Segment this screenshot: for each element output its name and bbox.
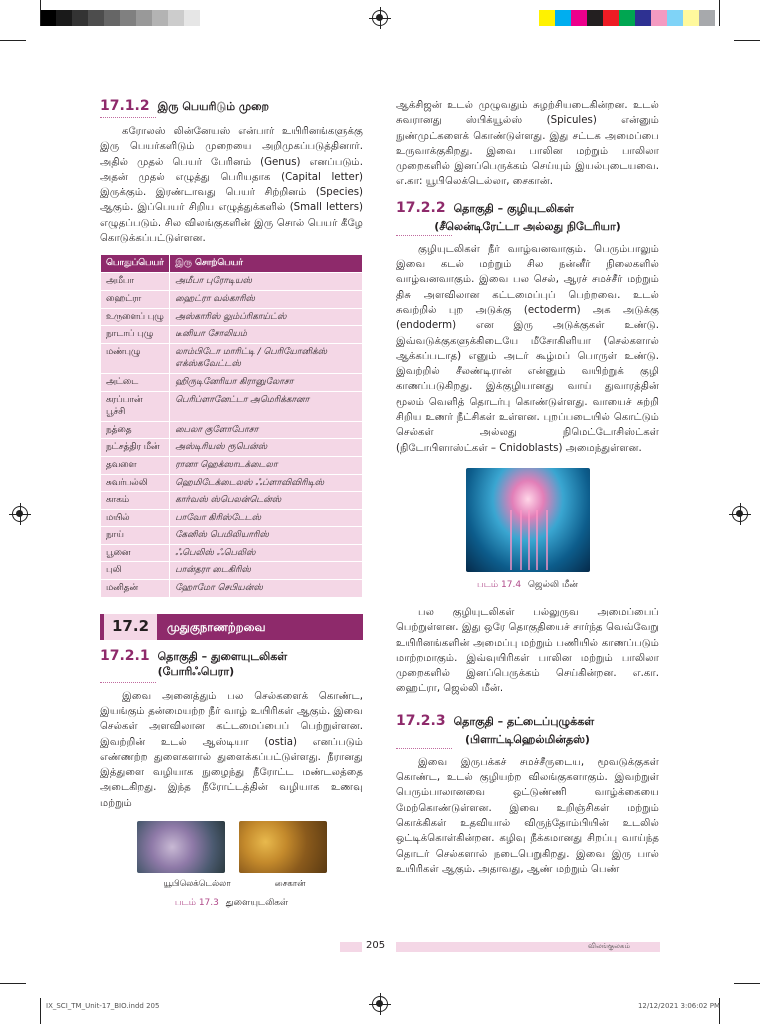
grayscale-color-bar bbox=[40, 10, 216, 26]
color-swatch bbox=[88, 10, 104, 26]
banner-title: முதுகுநாணற்றவை bbox=[157, 614, 363, 640]
binomial-names-table bbox=[100, 254, 363, 597]
registration-mark-left-icon bbox=[12, 506, 28, 522]
table-row bbox=[101, 290, 363, 308]
table-header-binomial-name: இரு சொற்பெயர் bbox=[170, 255, 363, 273]
section-title: தொகுதி – தட்டைப்புழுக்கள் bbox=[453, 714, 595, 728]
table-row bbox=[101, 308, 363, 326]
right-column bbox=[396, 98, 659, 877]
table-row bbox=[101, 492, 363, 510]
section-number: 17.2.3 bbox=[396, 712, 446, 729]
euplectella-caption: யூபிலெக்டெல்லா bbox=[163, 879, 231, 890]
color-swatch bbox=[539, 10, 555, 26]
heading-underline bbox=[396, 748, 452, 749]
figure-label: படம் 17.3 bbox=[174, 898, 219, 909]
section-banner-17-2 bbox=[100, 614, 363, 640]
jellyfish-image bbox=[466, 468, 590, 572]
color-swatch bbox=[619, 10, 635, 26]
paragraph-coelenterata: குழியுடலிகள் நீர் வாழ்வனவாகும். பெரும்பாலும் இவை கடல் மற்றும் சில நன்னீர் நிலைகளில் வாழ்வனவாகும். இவை பல செல், ஆரச் சமச்சீர் மற்றும் திசு அளவிலான கட்டமைப்புப் பெற்றவை. உடல் சுவற்றில் புற அடுக்கு (ectoderm) அக அடுக்கு (endoderm) என இரு அடுக்குகள் உண்டு. இவ்வடுக்குகளுக்கிடையே மீசோகிளியா (செல்களால் ஆக்கப்படாத) எனும் அடர் கூழ்மப் பொருள் உண்டு. இவற்றில் சீலண்டிரான் என்னும் வயிற்றுக் குழி காணப்படுகிறது. இக்குழியானது வாய் துவாரத்தின் மூலம் வெளித் தொடர்பு கொண்டுள்ளது. வாயைச் சுற்றி சிறிய உணர் நீட்சிகள் உள்ளன. புறப்படையில் கொட்டும் செல்கள் அல்லது நிமெட்டோசிஸ்ட்கள் (நிடோபிளாஸ்ட்கள் – Cnidoblasts) அமைந்துள்ளன. bbox=[396, 243, 659, 454]
color-swatch bbox=[168, 10, 184, 26]
table-row bbox=[101, 373, 363, 391]
common-name-cell: நட்சத்திர மீன் bbox=[101, 439, 170, 457]
table-row bbox=[101, 391, 363, 421]
common-name-cell: நாய் bbox=[101, 527, 170, 545]
table-row bbox=[101, 509, 363, 527]
table-row bbox=[101, 456, 363, 474]
table-row bbox=[101, 326, 363, 344]
section-heading-17-2-2 bbox=[396, 200, 659, 217]
left-column bbox=[100, 98, 363, 909]
heading-underline bbox=[396, 235, 452, 236]
binomial-name-cell: பைலா குளோபோசா bbox=[170, 421, 363, 439]
heading-underline bbox=[100, 117, 156, 118]
color-swatch bbox=[200, 10, 216, 26]
common-name-cell: மண்புழு bbox=[101, 343, 170, 373]
color-swatch bbox=[683, 10, 699, 26]
section-number: 17.2.2 bbox=[396, 199, 446, 216]
color-swatch bbox=[120, 10, 136, 26]
crop-mark bbox=[734, 983, 760, 984]
binomial-name-cell: ஹிருடினேரியா கிரானுலோசா bbox=[170, 373, 363, 391]
paragraph-polymorphism: பல குழியுடலிகள் பல்லுருவ அமைப்பைப் பெற்றுள்ளன. இது ஒரே தொகுதியைச் சார்ந்த வெவ்வேறு உயிரினங்களின் அமைப்பு மற்றும் பணியில் காணப்படும் மாற்றமாகும். இவ்வுயிரிகள் பாலின மற்றும் பாலிலா முறைகளில் இனப்பெருக்கம் செய்கின்றன. எ.கா. ஹைட்ரா, ஜெல்லி மீன். bbox=[396, 606, 659, 695]
table-row bbox=[101, 562, 363, 580]
section-title: தொகுதி – குழியுடலிகள் bbox=[453, 201, 574, 215]
color-swatch bbox=[667, 10, 683, 26]
table-row bbox=[101, 343, 363, 373]
crop-mark bbox=[0, 40, 26, 41]
paragraph-binomial: கரோலஸ் லின்னேயஸ் என்பார் உயிரினங்களுக்கு இரு பெயர்களிடும் முறையை அறிமுகப்படுத்தினார். அதில் முதல் பெயர் பேரினம் (Genus) எனப்படும். அதன் முதல் எழுத்து பெரியதாக (Capital letter) இருக்கும். இரண்டாவது பெயர் சிற்றினம் (Species) ஆகும். இப்பெயர் சிறிய எழுத்துக்களில் (Small letters) எழுதப்படும். சில விலங்குகளின் இரு சொல் பெயர் கீழே கொடுக்கப்பட்டுள்ளன. bbox=[100, 126, 363, 245]
binomial-name-cell: அஸ்டிரியஸ் ரூபென்ஸ் bbox=[170, 439, 363, 457]
common-name-cell: மயில் bbox=[101, 509, 170, 527]
date-slug: 12/12/2021 3:06:02 PM bbox=[637, 1002, 720, 1010]
color-swatch bbox=[699, 10, 715, 26]
common-name-cell: ஹைட்ரா bbox=[101, 290, 170, 308]
sponge-figures bbox=[100, 821, 363, 873]
section-number: 17.2.1 bbox=[100, 647, 150, 664]
binomial-name-cell: கேனிஸ் பெமிலியாரிஸ் bbox=[170, 527, 363, 545]
section-heading-17-2-3 bbox=[396, 713, 659, 730]
paragraph-porifera: இவை அனைத்தும் பல செல்களைக் கொண்ட, இயங்கும் தன்மையற்ற நீர் வாழ் உயிரிகள் ஆகும். இவை செல்கள் அளவிலான கட்டமைப்பைப் பெற்றுள்ளன. இவற்றின் உடல் ஆஸ்டியா (ostia) எனப்படும் எண்ணற்ற துளைகளால் துளைக்கப்பட்டுள்ளது. நீரானது இத்துளை வழியாக நுழைந்து நீரோட்ட மண்டலத்தை அடைகிறது. இந்த நீரோட்டத்தின் வழியாக உணவு மற்றும் bbox=[100, 690, 363, 809]
common-name-cell: புலி bbox=[101, 562, 170, 580]
euplectella-image bbox=[137, 821, 225, 873]
process-color-bar bbox=[539, 10, 715, 26]
figure-caption-17-4 bbox=[396, 580, 659, 591]
section-number: 17.1.2 bbox=[100, 98, 150, 114]
common-name-cell: அட்டை bbox=[101, 373, 170, 391]
section-subtitle: (சீலென்டிரேட்டா அல்லது நிடேரியா) bbox=[434, 219, 621, 233]
crop-mark bbox=[0, 983, 26, 984]
table-row bbox=[101, 421, 363, 439]
section-title: இரு பெயரிடும் முறை bbox=[157, 100, 270, 113]
binomial-name-cell: ஃபெலிஸ் ஃபெலிஸ் bbox=[170, 544, 363, 562]
color-swatch bbox=[152, 10, 168, 26]
table-row bbox=[101, 544, 363, 562]
section-subtitle: (பிளாட்டிஹெல்மின்தஸ்) bbox=[465, 732, 590, 746]
common-name-cell: தவளை bbox=[101, 456, 170, 474]
common-name-cell: நாடாப் புழு bbox=[101, 326, 170, 344]
sycon-caption: சைகான் bbox=[274, 879, 306, 890]
color-swatch bbox=[635, 10, 651, 26]
common-name-cell: உருளைப் புழு bbox=[101, 308, 170, 326]
color-swatch bbox=[184, 10, 200, 26]
binomial-name-cell: அஸ்காரிஸ் லும்ப்ரிகாய்ட்ஸ் bbox=[170, 308, 363, 326]
crop-mark bbox=[40, 998, 41, 1024]
crop-mark bbox=[719, 0, 720, 26]
color-swatch bbox=[555, 10, 571, 26]
color-swatch bbox=[651, 10, 667, 26]
table-header-row bbox=[101, 255, 363, 273]
heading-underline bbox=[100, 682, 156, 683]
registration-mark-right-icon bbox=[732, 506, 748, 522]
binomial-name-cell: ஹெமிடேக்டைலஸ் ஃப்ளாவிவிரிடிஸ் bbox=[170, 474, 363, 492]
table-header-common-name: பொதுப்பெயர் bbox=[101, 255, 170, 273]
common-name-cell: அமீபா bbox=[101, 273, 170, 291]
paragraph-porifera-cont: ஆக்சிஜன் உடல் முழுவதும் சுழற்சியடைகின்றன. உடல் சுவரானது ஸ்பிக்யூல்ஸ் (Spicules) என்னும் நுண்முட்களைக் கொண்டுள்ளது. இது சட்டக அமைப்பை உருவாக்குகிறது. இவை பாலின மற்றும் பாலிலா முறைகளில் இனப்பெருக்கம் செய்யும் இயல்புடையவை. எ.கா: யூபிலெக்டெல்லா, சைகான். bbox=[396, 100, 659, 188]
common-name-cell: கரப்பான் பூச்சி bbox=[101, 391, 170, 421]
color-swatch bbox=[40, 10, 56, 26]
table-row bbox=[101, 273, 363, 291]
binomial-name-cell: பான்தரா டைகிரிஸ் bbox=[170, 562, 363, 580]
table-row bbox=[101, 439, 363, 457]
banner-number: 17.2 bbox=[100, 614, 157, 640]
footer-bar-left bbox=[340, 942, 362, 952]
table-row bbox=[101, 474, 363, 492]
common-name-cell: பூனை bbox=[101, 544, 170, 562]
figure-text: ஜெல்லி மீன் bbox=[527, 579, 578, 590]
table-row bbox=[101, 580, 363, 598]
color-swatch bbox=[136, 10, 152, 26]
page-number: 205 bbox=[366, 940, 386, 951]
section-heading-17-2-1 bbox=[100, 648, 363, 680]
file-slug: IX_SCI_TM_Unit-17_BIO.indd 205 bbox=[46, 1002, 160, 1010]
binomial-name-cell: பெரிப்ளானேட்டா அமெரிக்கானா bbox=[170, 391, 363, 421]
binomial-name-cell: அமீபா புரோடியஸ் bbox=[170, 273, 363, 291]
binomial-name-cell: லாம்பிடோ மாரிட்டி / பெரியோனிக்ஸ் எக்ஸ்கவேட்டஸ் bbox=[170, 343, 363, 373]
binomial-name-cell: ஹைட்ரா வல்காரிஸ் bbox=[170, 290, 363, 308]
running-head: விலங்குலகம் bbox=[588, 942, 631, 950]
color-swatch bbox=[571, 10, 587, 26]
table-row bbox=[101, 527, 363, 545]
sponge-captions bbox=[100, 879, 363, 890]
common-name-cell: சுவர்பல்லி bbox=[101, 474, 170, 492]
figure-label: படம் 17.4 bbox=[477, 579, 522, 590]
figure-text: துளையுடலிகள் bbox=[225, 898, 289, 909]
section-title: தொகுதி – துளையுடலிகள் (போரிஃபெரா) bbox=[157, 649, 288, 678]
color-swatch bbox=[56, 10, 72, 26]
figure-caption-17-3 bbox=[100, 898, 363, 909]
color-swatch bbox=[603, 10, 619, 26]
registration-mark-bottom-icon bbox=[372, 996, 388, 1012]
binomial-name-cell: ரானா ஹெக்ஸாடக்டைலா bbox=[170, 456, 363, 474]
sycon-image bbox=[239, 821, 327, 873]
crop-mark bbox=[40, 0, 41, 26]
binomial-name-cell: கார்வஸ் ஸ்பெலன்டென்ஸ் bbox=[170, 492, 363, 510]
binomial-name-cell: டீனியா சோலியம் bbox=[170, 326, 363, 344]
color-swatch bbox=[587, 10, 603, 26]
common-name-cell: மனிதன் bbox=[101, 580, 170, 598]
common-name-cell: காகம் bbox=[101, 492, 170, 510]
common-name-cell: நத்தை bbox=[101, 421, 170, 439]
color-swatch bbox=[104, 10, 120, 26]
section-heading-17-1-2 bbox=[100, 98, 363, 115]
binomial-name-cell: ஹோமோ செபியன்ஸ் bbox=[170, 580, 363, 598]
registration-mark-top-icon bbox=[372, 10, 388, 26]
paragraph-platyhelminthes: இவை இருபக்கச் சமச்சீருடைய, மூவடுக்குகள் கொண்ட, உடல் குழியற்ற விலங்குகளாகும். இவற்றுள் பெரும்பாலானவை ஒட்டுண்ணி வாழ்க்கையை மேற்கொண்டுள்ளன. இவை உறிஞ்சிகள் மற்றும் கொக்கிகள் உதவியால் விருந்தோம்பியின் உடலில் ஒட்டிக்கொள்கின்றன. கழிவு நீக்கமானது சிறப்பு வாய்ந்த தொடர் செல்களால் நடைபெறுகிறது. இவை இரு பால் உயிரிகள் ஆகும். அதாவது, ஆண் மற்றும் பெண் bbox=[396, 756, 659, 875]
binomial-name-cell: பாவோ கிரிஸ்டேடஸ் bbox=[170, 509, 363, 527]
crop-mark bbox=[734, 40, 760, 41]
color-swatch bbox=[72, 10, 88, 26]
